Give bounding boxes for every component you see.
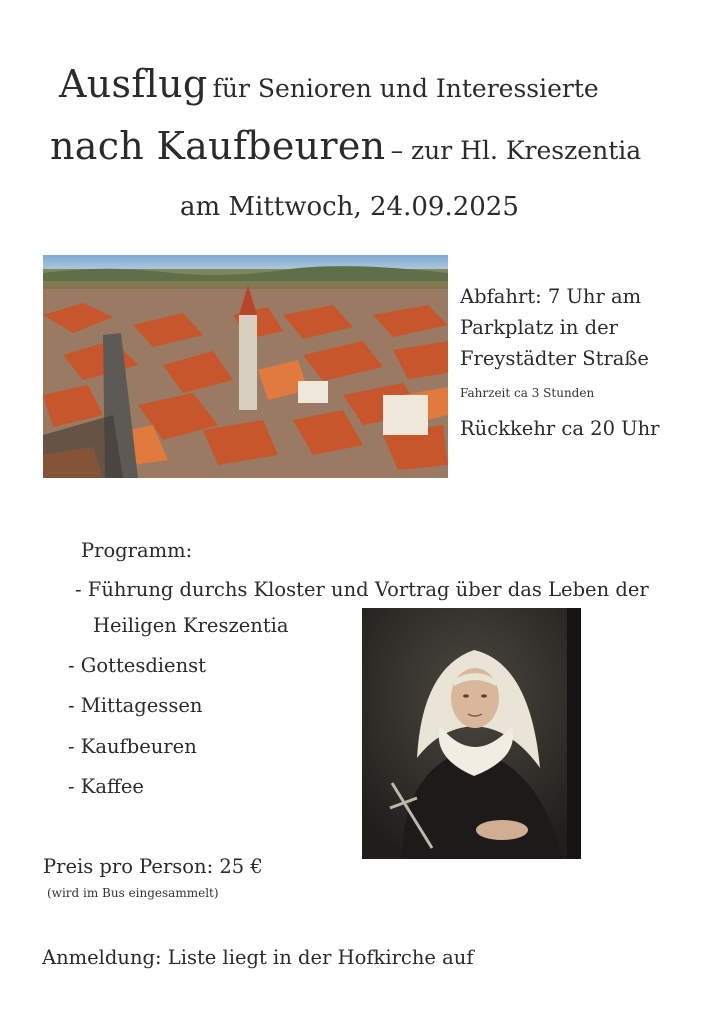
program-item-continued: Heiligen Kreszentia — [93, 614, 289, 637]
kreszentia-portrait — [362, 608, 581, 859]
departure-line-3: Freystädter Straße — [460, 347, 649, 370]
travel-time: Fahrzeit ca 3 Stunden — [460, 386, 595, 400]
registration-info: Anmeldung: Liste liegt in der Hofkirche auf — [42, 946, 474, 969]
program-item: - Führung durchs Kloster und Vortrag über das Leben der — [75, 578, 649, 601]
program-item: - Kaffee — [68, 775, 144, 798]
title-subtitle-seniors: für Senioren und Interessierte — [212, 74, 599, 103]
kaufbeuren-town-photo — [43, 255, 448, 478]
program-item: - Kaufbeuren — [68, 735, 197, 758]
title-word-ausflug: Ausflug — [59, 62, 208, 106]
portrait-illustration — [362, 608, 581, 859]
event-date: am Mittwoch, 24.09.2025 — [180, 192, 519, 222]
return-time: Rückkehr ca 20 Uhr — [460, 417, 660, 440]
price-note: (wird im Bus eingesammelt) — [47, 886, 219, 900]
title-subtitle-kreszentia: – zur Hl. Kreszentia — [390, 136, 642, 165]
program-title: Programm: — [81, 539, 193, 562]
title-line-2 — [50, 124, 641, 168]
title-destination: nach Kaufbeuren — [50, 124, 386, 168]
program-item: - Gottesdienst — [68, 654, 206, 677]
departure-line-1: Abfahrt: 7 Uhr am — [460, 285, 642, 308]
departure-line-2: Parkplatz in der — [460, 316, 618, 339]
price-per-person: Preis pro Person: 25 € — [43, 855, 263, 878]
town-photo-illustration — [43, 255, 448, 478]
program-item: - Mittagessen — [68, 694, 203, 717]
title-line-1 — [59, 62, 599, 106]
